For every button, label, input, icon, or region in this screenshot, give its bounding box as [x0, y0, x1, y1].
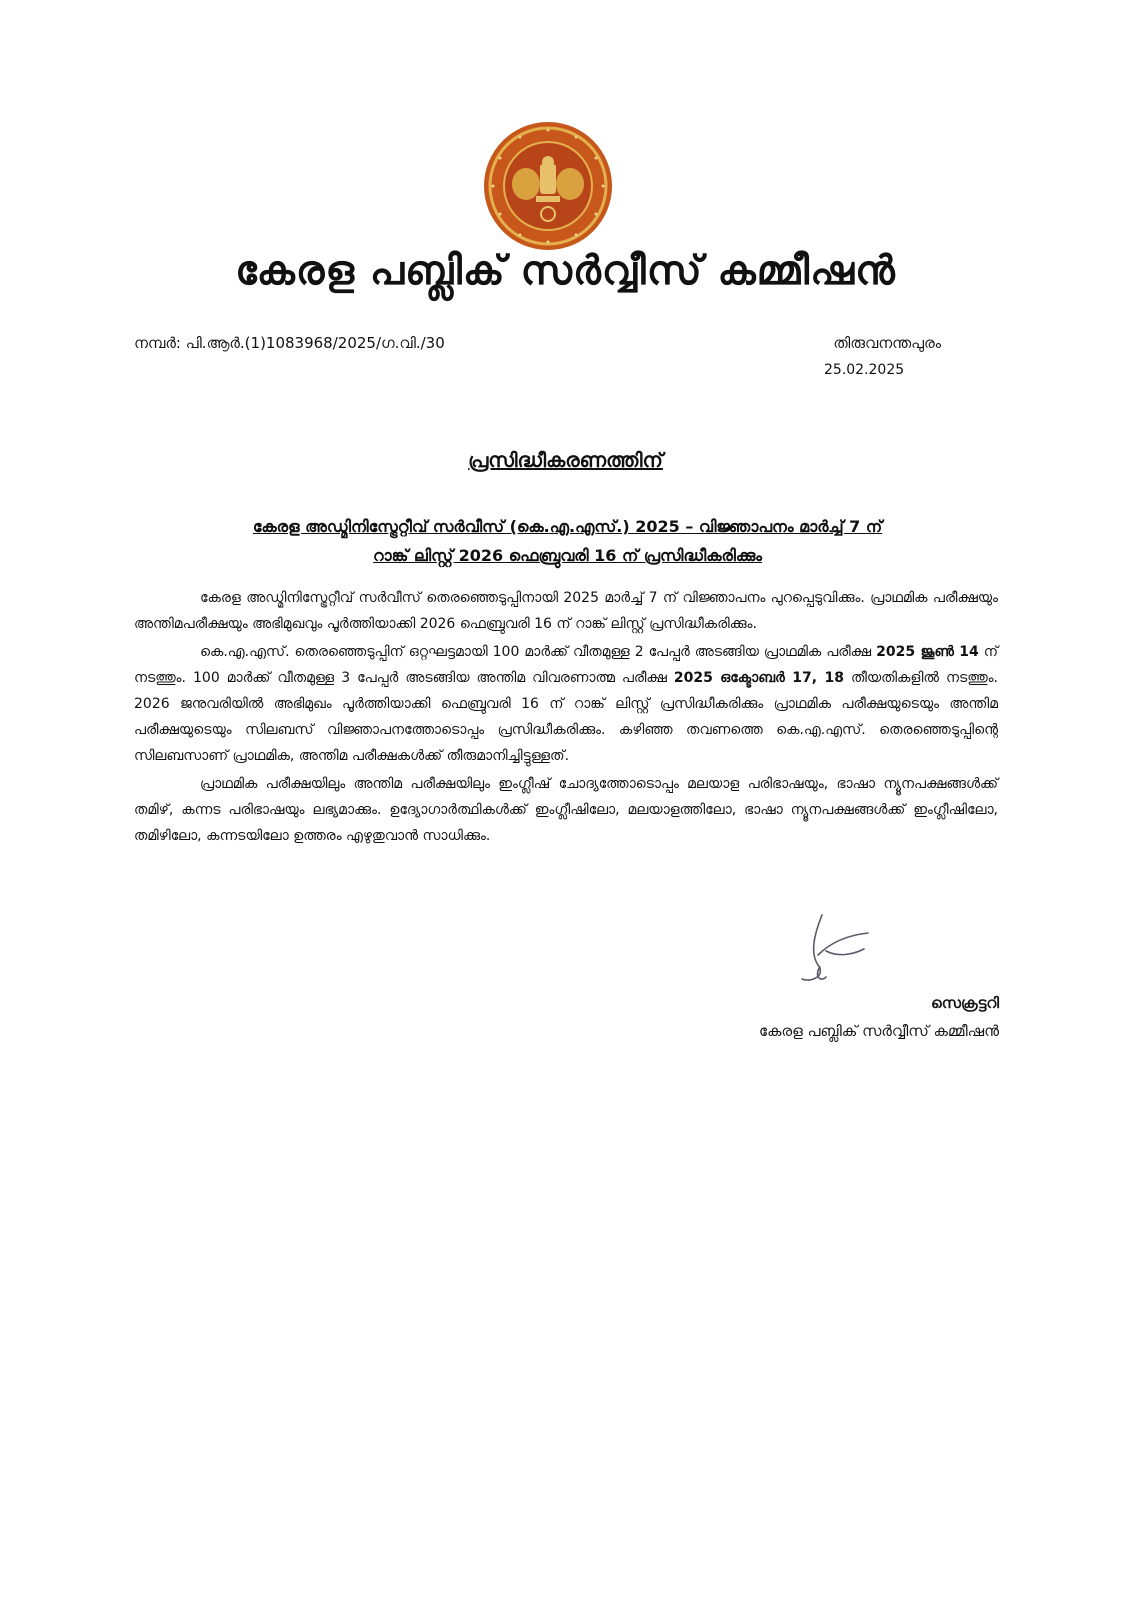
headline-line-1: കേരള അഡ്മിനിസ്ട്രേറ്റീവ് സർവീസ് (കെ.എ.എസ്.) 2025 – വിജ്ഞാപനം മാർച്ച് 7 ന് — [252, 517, 883, 536]
paragraph-2-text-c: ന് നടത്തും. 100 മാർക്ക് വീതമുള്ള 3 പേപ്പർ അടങ്ങിയ അന്തിമ വിവരണാത്മ പരീക്ഷ — [134, 644, 999, 686]
headline-line-2: റാങ്ക് ലിസ്റ്റ് 2026 ഫെബ്രുവരി 16 ന് പ്രസിദ്ധീകരിക്കും — [372, 546, 763, 565]
paragraph-2 — [134, 639, 998, 769]
kerala-psc-seal-icon — [482, 120, 614, 252]
paragraph-2-text-a: കെ.എ.എസ്. തെരഞ്ഞെടുപ്പിന് ഒറ്റഘട്ടമായി 100 മാർക്ക് വീതമുള്ള 2 പേപ്പർ അടങ്ങിയ പ്രാഥമിക പരീക്ഷ — [200, 644, 877, 660]
paragraph-2-text-e: തീയതികളിൽ നടത്തും. 2026 ജനുവരിയിൽ അഭിമുഖം പൂർത്തിയാക്കി ഫെബ്രുവരി 16 ന് റാങ്ക് ലിസ്റ്റ് പ്രസിദ്ധീകരിക്കും പ്രാഥമിക പരീക്ഷയുടെയും അന്തിമ പരീക്ഷയുടെയും സിലബസ് വിജ്ഞാപനത്തോടൊപ്പം പ്രസിദ്ധീകരിക്കും. കഴിഞ്ഞ തവണത്തെ കെ.എ.എസ്. തെരഞ്ഞെടുപ്പിന്റെ സിലബസാണ് പ്രാഥമിക, അന്തിമ പരീക്ഷകൾക്ക് തീരുമാനിച്ചിട്ടുള്ളത്. — [134, 670, 998, 764]
signatory-organisation: കേരള പബ്ലിക് സർവ്വീസ് കമ്മീഷൻ — [759, 1022, 999, 1040]
paragraph-1: കേരള അഡ്മിനിസ്ട്രേറ്റീവ് സർവീസ് തെരഞ്ഞെടുപ്പിനായി 2025 മാർച്ച് 7 ന് വിജ്ഞാപനം പുറപ്പെടുവിക്കും. പ്രാഥമിക പരീക്ഷയും അന്തിമപരീക്ഷയും അഭിമുഖവും പൂർത്തിയാക്കി 2026 ഫെബ്രുവരി 16 ന് റാങ്ക് ലിസ്റ്റ് പ്രസിദ്ധീകരിക്കും. — [134, 590, 998, 632]
notice-headline — [140, 512, 995, 570]
paragraph-3: പ്രാഥമിക പരീക്ഷയിലും അന്തിമ പരീക്ഷയിലും ഇംഗ്ലീഷ് ചോദ്യത്തോടൊപ്പം മലയാള പരിഭാഷയും, ഭാഷാ ന്യൂനപക്ഷങ്ങൾക്ക് തമിഴ്, കന്നട പരിഭാഷയും ലഭ്യമാക്കും. ഉദ്യോഗാർത്ഥികൾക്ക് ഇംഗ്ലീഷിലോ, മലയാളത്തിലോ, ഭാഷാ ന്യൂനപക്ഷങ്ങൾക്ക് ഇംഗ്ലീഷിലോ, തമിഴിലോ, കന്നടയിലോ ഉത്തരം എഴുതുവാൻ സാധിക്കും. — [134, 776, 998, 844]
notice-body — [134, 585, 998, 851]
reference-number: നമ്പർ: പി.ആർ.(1)1083968/2025/ഗ.വി./30 — [134, 334, 445, 352]
prelim-exam-date: 2025 ജൂൺ 14 — [876, 644, 979, 660]
page-title: കേരള പബ്ലിക് സർവ്വീസ് കമ്മീഷൻ — [235, 248, 896, 294]
signatory-title: സെക്രട്ടറി — [931, 994, 999, 1012]
date: 25.02.2025 — [824, 362, 905, 378]
final-exam-dates: 2025 ഒക്ടോബർ 17, 18 — [673, 670, 845, 686]
for-publication-heading: പ്രസിദ്ധീകരണത്തിന് — [468, 448, 663, 472]
signature-icon — [792, 905, 892, 995]
place: തിരുവനന്തപുരം — [833, 334, 941, 352]
